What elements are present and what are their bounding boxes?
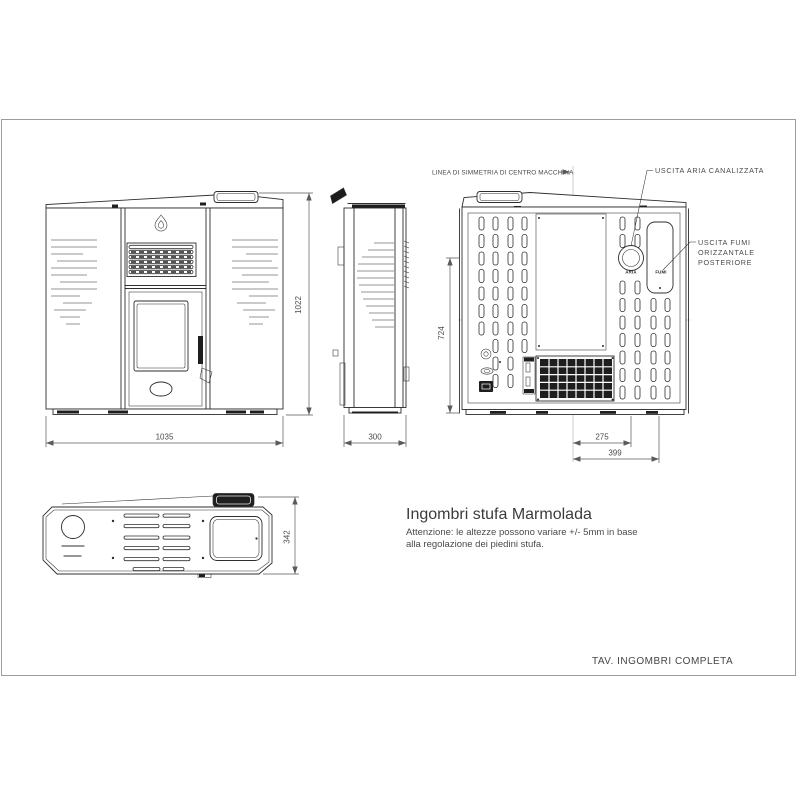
side-control-panel [331, 188, 347, 204]
air-duct-label: USCITA ARIA CANALIZZATA [655, 166, 765, 175]
note-line-1: Attenzione: le altezze possono variare +/- 5mm in base [406, 527, 638, 538]
dim-label-1035: 1035 [155, 432, 174, 442]
rear-bottom-grille [536, 356, 614, 401]
dim-rear-height [437, 258, 460, 413]
dim-rear-offsets [573, 416, 659, 463]
front-view [46, 192, 313, 448]
smoke-outlet-label-2: ORIZZANTALE [698, 248, 755, 257]
side-handle [338, 247, 344, 265]
sheet-footer-label: TAV. INGOMBRI COMPLETA [592, 656, 734, 667]
dim-label-342: 342 [282, 530, 292, 544]
fumi-cover-panel [647, 222, 673, 293]
note-line-2: alla regolazione dei piedini stufa. [406, 539, 544, 550]
top-control-panel [213, 494, 254, 507]
smoke-outlet-label-1: USCITA FUMI [698, 238, 751, 247]
hopper-lid [210, 517, 262, 561]
side-view [331, 188, 410, 447]
title-block [406, 506, 638, 551]
dim-label-1022: 1022 [294, 296, 303, 314]
symmetry-line-label: LINEA DI SIMMETRIA DI CENTRO MACCHINA [432, 169, 574, 177]
smoke-outlet-label-3: POSTERIORE [698, 258, 753, 267]
front-grille [127, 243, 196, 277]
door-glass [134, 301, 188, 371]
top-view [43, 494, 299, 578]
dim-front-width [46, 416, 283, 447]
dim-label-724: 724 [437, 326, 446, 340]
dim-side-depth [344, 415, 406, 447]
dim-label-399: 399 [608, 448, 622, 458]
dim-label-300: 300 [368, 432, 382, 442]
drawing-title: Ingombri stufa Marmolada [406, 506, 592, 523]
aria-port-label: ARIA [625, 269, 637, 275]
rear-view [432, 166, 764, 463]
dim-label-275: 275 [595, 432, 609, 442]
fumi-port-label: FUMI [655, 269, 667, 275]
power-inlet [479, 381, 493, 392]
door-latch [198, 336, 203, 364]
